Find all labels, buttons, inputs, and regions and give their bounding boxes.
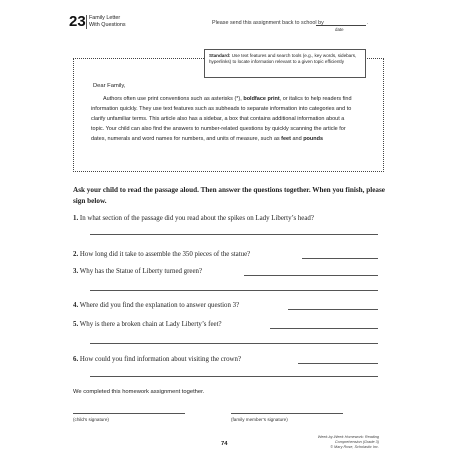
family-signature-label: (family member’s signature): [231, 417, 288, 422]
answer-line-3b[interactable]: [90, 290, 378, 291]
letter-text-2: , or italics to help readers find information quickly. They use text features such as subheads to separate information into categories and to clarify unfamiliar terms. This article also has a sidebar, a box that contains additional information about a topic. Your child can also find the answers to number-related questions by quickly scanning the article for dates, numerals and word names for numbers, and units of measure, such as: [91, 96, 352, 143]
question-6: [73, 356, 241, 363]
lesson-title: [89, 15, 126, 28]
completed-statement: We completed this homework assignment together.: [73, 389, 205, 395]
question-number: 6.: [73, 356, 79, 363]
question-number: 4.: [73, 302, 79, 309]
question-1: [73, 215, 314, 222]
lesson-number: 23: [69, 13, 86, 30]
date-label: date: [335, 27, 344, 32]
question-text: How long did it take to assemble the 350 pieces of the statue?: [79, 251, 251, 258]
question-5: [73, 321, 222, 328]
question-text: In what section of the passage did you read about the spikes on Lady Liberty’s head?: [79, 215, 314, 222]
page-number: 74: [221, 441, 228, 447]
copyright-line2: © Mary Rose, Scholastic Inc.: [330, 445, 379, 449]
child-signature-line[interactable]: [73, 413, 185, 414]
answer-line-3a[interactable]: [244, 275, 378, 276]
answer-line-6a[interactable]: [298, 363, 378, 364]
date-input-line[interactable]: [316, 25, 366, 26]
answer-line-6b[interactable]: [90, 376, 378, 377]
answer-line-5a[interactable]: [270, 328, 378, 329]
answer-line-5b[interactable]: [90, 343, 378, 344]
question-2: [73, 251, 250, 258]
child-signature-label: (child’s signature): [73, 417, 109, 422]
question-number: 2.: [73, 251, 79, 258]
letter-text-3: and: [292, 136, 302, 143]
lesson-title-line1: Family Letter: [89, 15, 121, 21]
instructions: Ask your child to read the passage aloud. Then answer the questions together. When you finish, please sign below.: [73, 186, 385, 205]
letter-bold-1: boldface print: [243, 96, 280, 102]
send-back-period: .: [367, 20, 369, 26]
standard-text: Use text features and search tools (e.g., key words, sidebars, hyperlinks) to locate information relevant to a given topic efficiently: [209, 53, 357, 64]
question-text: How could you find information about visiting the crown?: [79, 356, 242, 363]
question-number: 3.: [73, 268, 79, 275]
question-3: [73, 268, 202, 275]
standard-box: [204, 49, 366, 78]
lesson-title-line2: With Questions: [89, 21, 126, 28]
question-text: Why has the Statue of Liberty turned green?: [79, 268, 203, 275]
letter-bold-2: feet: [281, 136, 291, 143]
letter-greeting: Dear Family,: [93, 83, 126, 89]
letter-body: [91, 94, 353, 144]
answer-line-4[interactable]: [288, 309, 378, 310]
question-text: Why is there a broken chain at Lady Liberty’s feet?: [79, 321, 222, 328]
question-number: 1.: [73, 215, 79, 222]
question-4: [73, 302, 239, 309]
question-text: Where did you find the explanation to answer question 3?: [79, 302, 240, 309]
family-signature-line[interactable]: [231, 413, 343, 414]
answer-line-2[interactable]: [302, 258, 378, 259]
copyright: [297, 435, 379, 450]
copyright-line1: Week-by-Week Homework: Reading Comprehension (Grade 3): [317, 435, 379, 444]
header-divider: [86, 15, 87, 29]
question-number: 5.: [73, 321, 79, 328]
send-back-text: Please send this assignment back to school by: [212, 20, 324, 26]
answer-line-1[interactable]: [90, 234, 378, 235]
letter-bold-3: pounds: [303, 136, 324, 143]
letter-text-1: Authors often use print conventions such as asterisks (*),: [103, 96, 242, 102]
standard-label: Standard:: [209, 53, 231, 58]
